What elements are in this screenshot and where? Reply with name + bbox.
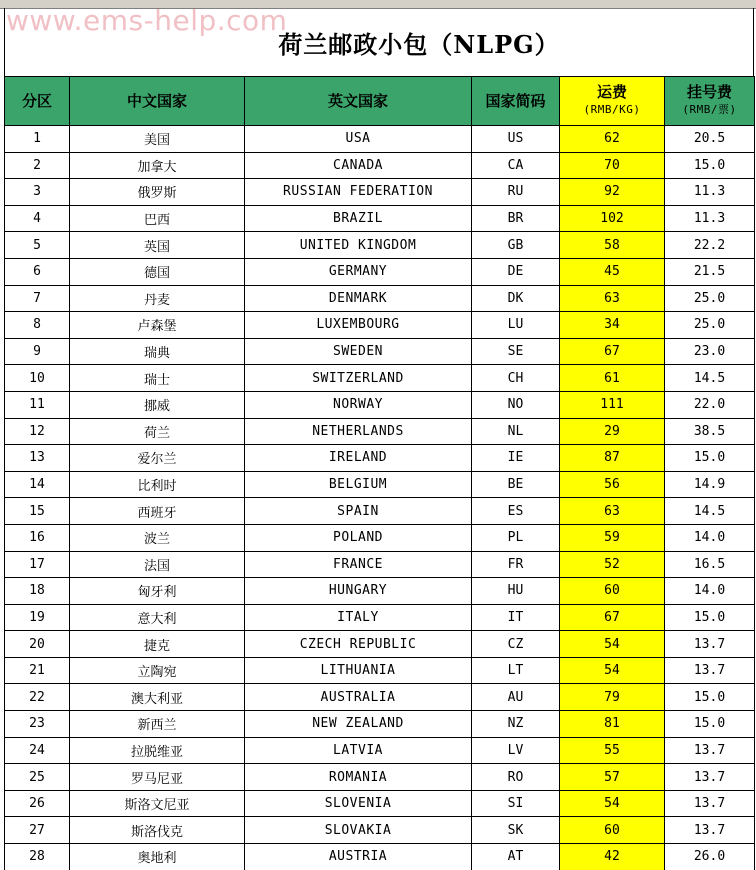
header-country-cn-label: 中文国家 <box>126 91 187 110</box>
country-en-cell[interactable]: BRAZIL <box>245 205 472 232</box>
country-en-cell[interactable]: POLAND <box>245 524 472 551</box>
zone-cell[interactable]: 4 <box>5 205 70 232</box>
country-cn-cell[interactable]: 匈牙利 <box>70 578 245 605</box>
fee-cell[interactable]: 111 <box>560 391 665 418</box>
zone-cell[interactable]: 25 <box>5 764 70 791</box>
fee-cell[interactable]: 60 <box>560 817 665 844</box>
fee-cell[interactable]: 67 <box>560 604 665 631</box>
zone-cell[interactable]: 11 <box>5 391 70 418</box>
fee-cell[interactable]: 52 <box>560 551 665 578</box>
header-fee[interactable] <box>560 77 665 126</box>
country-cn-cell[interactable]: 斯洛伐克 <box>70 817 245 844</box>
watermark: www.ems-help.com <box>6 4 288 37</box>
zone-cell[interactable]: 8 <box>5 312 70 339</box>
reg-cell[interactable]: 13.7 <box>665 657 755 684</box>
code-cell[interactable]: BR <box>472 205 560 232</box>
header-reg-unit: (RMB/票) <box>682 103 737 116</box>
header-country-en-label: 英文国家 <box>327 91 388 110</box>
table-row <box>5 578 755 605</box>
rate-table <box>4 76 755 870</box>
fee-cell[interactable]: 54 <box>560 657 665 684</box>
country-en-cell[interactable]: USA <box>245 126 472 153</box>
code-cell[interactable]: LV <box>472 737 560 764</box>
reg-cell[interactable]: 22.0 <box>665 391 755 418</box>
country-en-cell[interactable]: ITALY <box>245 604 472 631</box>
fee-cell[interactable]: 67 <box>560 338 665 365</box>
reg-cell[interactable]: 38.5 <box>665 418 755 445</box>
fee-cell[interactable]: 55 <box>560 737 665 764</box>
reg-cell[interactable]: 25.0 <box>665 285 755 312</box>
country-en-cell[interactable]: NEW ZEALAND <box>245 711 472 738</box>
country-en-cell[interactable]: FRANCE <box>245 551 472 578</box>
reg-cell[interactable]: 15.0 <box>665 152 755 179</box>
code-cell[interactable]: GB <box>472 232 560 259</box>
country-cn-cell[interactable]: 罗马尼亚 <box>70 764 245 791</box>
header-row <box>5 77 755 126</box>
reg-cell[interactable]: 13.7 <box>665 631 755 658</box>
table-row <box>5 445 755 472</box>
fee-cell[interactable]: 54 <box>560 790 665 817</box>
table-row <box>5 684 755 711</box>
country-cn-cell[interactable]: 卢森堡 <box>70 312 245 339</box>
fee-cell[interactable]: 42 <box>560 844 665 870</box>
header-reg[interactable] <box>665 77 755 126</box>
table-row <box>5 365 755 392</box>
country-en-cell[interactable]: SWITZERLAND <box>245 365 472 392</box>
country-cn-cell[interactable]: 英国 <box>70 232 245 259</box>
country-cn-cell[interactable]: 波兰 <box>70 524 245 551</box>
code-cell[interactable]: PL <box>472 524 560 551</box>
title-row[interactable] <box>4 8 754 76</box>
country-en-cell[interactable]: GERMANY <box>245 258 472 285</box>
country-cn-cell[interactable]: 挪威 <box>70 391 245 418</box>
reg-cell[interactable]: 13.7 <box>665 737 755 764</box>
fee-cell[interactable]: 62 <box>560 126 665 153</box>
table-row <box>5 232 755 259</box>
fee-cell[interactable]: 102 <box>560 205 665 232</box>
country-en-cell[interactable]: NORWAY <box>245 391 472 418</box>
reg-cell[interactable]: 15.0 <box>665 711 755 738</box>
country-cn-cell[interactable]: 丹麦 <box>70 285 245 312</box>
zone-cell[interactable]: 20 <box>5 631 70 658</box>
country-cn-cell[interactable]: 奥地利 <box>70 844 245 870</box>
country-en-cell[interactable]: DENMARK <box>245 285 472 312</box>
code-cell[interactable]: ES <box>472 498 560 525</box>
code-cell[interactable]: CA <box>472 152 560 179</box>
zone-cell[interactable]: 1 <box>5 126 70 153</box>
table-row <box>5 126 755 153</box>
fee-cell[interactable]: 61 <box>560 365 665 392</box>
reg-cell[interactable]: 11.3 <box>665 179 755 206</box>
table-row <box>5 312 755 339</box>
reg-cell[interactable]: 25.0 <box>665 312 755 339</box>
country-cn-cell[interactable]: 爱尔兰 <box>70 445 245 472</box>
zone-cell[interactable]: 15 <box>5 498 70 525</box>
table-row <box>5 551 755 578</box>
country-cn-cell[interactable]: 巴西 <box>70 205 245 232</box>
reg-cell[interactable]: 15.0 <box>665 684 755 711</box>
header-code-label: 国家简码 <box>485 91 546 110</box>
table-row <box>5 418 755 445</box>
reg-cell[interactable]: 13.7 <box>665 817 755 844</box>
country-en-cell[interactable]: IRELAND <box>245 445 472 472</box>
table-row <box>5 737 755 764</box>
reg-cell[interactable]: 14.9 <box>665 471 755 498</box>
table-row <box>5 604 755 631</box>
fee-cell[interactable]: 34 <box>560 312 665 339</box>
fee-cell[interactable]: 70 <box>560 152 665 179</box>
country-cn-cell[interactable]: 拉脱维亚 <box>70 737 245 764</box>
zone-cell[interactable]: 21 <box>5 657 70 684</box>
country-en-cell[interactable]: CANADA <box>245 152 472 179</box>
fee-cell[interactable]: 45 <box>560 258 665 285</box>
zone-cell[interactable]: 17 <box>5 551 70 578</box>
table-row <box>5 844 755 870</box>
country-en-cell[interactable]: LATVIA <box>245 737 472 764</box>
code-cell[interactable]: BE <box>472 471 560 498</box>
table-row <box>5 631 755 658</box>
country-en-cell[interactable]: BELGIUM <box>245 471 472 498</box>
code-cell[interactable]: NO <box>472 391 560 418</box>
reg-cell[interactable]: 16.5 <box>665 551 755 578</box>
fee-cell[interactable]: 54 <box>560 631 665 658</box>
country-cn-cell[interactable]: 加拿大 <box>70 152 245 179</box>
code-cell[interactable]: AU <box>472 684 560 711</box>
table-row <box>5 764 755 791</box>
reg-cell[interactable]: 23.0 <box>665 338 755 365</box>
fee-cell[interactable]: 81 <box>560 711 665 738</box>
table-row <box>5 205 755 232</box>
table-body <box>5 126 755 870</box>
zone-cell[interactable]: 6 <box>5 258 70 285</box>
country-en-cell[interactable]: ROMANIA <box>245 764 472 791</box>
code-cell[interactable]: AT <box>472 844 560 870</box>
country-cn-cell[interactable]: 美国 <box>70 126 245 153</box>
reg-cell[interactable]: 14.5 <box>665 498 755 525</box>
table-row <box>5 524 755 551</box>
table-row <box>5 790 755 817</box>
reg-cell[interactable]: 22.2 <box>665 232 755 259</box>
zone-cell[interactable]: 23 <box>5 711 70 738</box>
country-cn-cell[interactable]: 俄罗斯 <box>70 179 245 206</box>
country-cn-cell[interactable]: 瑞士 <box>70 365 245 392</box>
country-en-cell[interactable]: NETHERLANDS <box>245 418 472 445</box>
country-cn-cell[interactable]: 捷克 <box>70 631 245 658</box>
zone-cell[interactable]: 9 <box>5 338 70 365</box>
code-cell[interactable]: NL <box>472 418 560 445</box>
header-reg-label: 挂号费 <box>686 83 732 101</box>
code-cell[interactable]: DK <box>472 285 560 312</box>
reg-cell[interactable]: 15.0 <box>665 604 755 631</box>
code-cell[interactable]: NZ <box>472 711 560 738</box>
country-en-cell[interactable]: RUSSIAN FEDERATION <box>245 179 472 206</box>
table-row <box>5 498 755 525</box>
zone-cell[interactable]: 3 <box>5 179 70 206</box>
zone-cell[interactable]: 28 <box>5 844 70 870</box>
fee-cell[interactable]: 92 <box>560 179 665 206</box>
reg-cell[interactable]: 14.0 <box>665 524 755 551</box>
header-code[interactable] <box>472 77 560 126</box>
table-row <box>5 657 755 684</box>
table-row <box>5 817 755 844</box>
header-zone-label: 分区 <box>21 91 52 110</box>
country-cn-cell[interactable]: 法国 <box>70 551 245 578</box>
reg-cell[interactable]: 11.3 <box>665 205 755 232</box>
reg-cell[interactable]: 20.5 <box>665 126 755 153</box>
country-cn-cell[interactable]: 西班牙 <box>70 498 245 525</box>
country-cn-cell[interactable]: 意大利 <box>70 604 245 631</box>
zone-cell[interactable]: 27 <box>5 817 70 844</box>
country-cn-cell[interactable]: 瑞典 <box>70 338 245 365</box>
table-row <box>5 471 755 498</box>
code-cell[interactable]: SE <box>472 338 560 365</box>
fee-cell[interactable]: 58 <box>560 232 665 259</box>
fee-cell[interactable]: 63 <box>560 498 665 525</box>
country-cn-cell[interactable]: 德国 <box>70 258 245 285</box>
country-en-cell[interactable]: LITHUANIA <box>245 657 472 684</box>
country-en-cell[interactable]: SWEDEN <box>245 338 472 365</box>
header-fee-label: 运费 <box>596 83 627 101</box>
reg-cell[interactable]: 14.5 <box>665 365 755 392</box>
code-cell[interactable]: RO <box>472 764 560 791</box>
table-row <box>5 391 755 418</box>
fee-cell[interactable]: 63 <box>560 285 665 312</box>
code-cell[interactable]: SI <box>472 790 560 817</box>
country-cn-cell[interactable]: 澳大利亚 <box>70 684 245 711</box>
zone-cell[interactable]: 26 <box>5 790 70 817</box>
zone-cell[interactable]: 10 <box>5 365 70 392</box>
table-row <box>5 152 755 179</box>
zone-cell[interactable]: 14 <box>5 471 70 498</box>
zone-cell[interactable]: 7 <box>5 285 70 312</box>
code-cell[interactable]: SK <box>472 817 560 844</box>
header-country-cn[interactable] <box>70 77 245 126</box>
header-fee-unit: (RMB/KG) <box>583 103 641 116</box>
zone-cell[interactable]: 16 <box>5 524 70 551</box>
header-country-en[interactable] <box>245 77 472 126</box>
zone-cell[interactable]: 12 <box>5 418 70 445</box>
code-cell[interactable]: US <box>472 126 560 153</box>
code-cell[interactable]: CH <box>472 365 560 392</box>
zone-cell[interactable]: 13 <box>5 445 70 472</box>
fee-cell[interactable]: 57 <box>560 764 665 791</box>
country-cn-cell[interactable]: 比利时 <box>70 471 245 498</box>
code-cell[interactable]: HU <box>472 578 560 605</box>
country-en-cell[interactable]: SPAIN <box>245 498 472 525</box>
code-cell[interactable]: IE <box>472 445 560 472</box>
fee-cell[interactable]: 87 <box>560 445 665 472</box>
fee-cell[interactable]: 60 <box>560 578 665 605</box>
country-en-cell[interactable]: HUNGARY <box>245 578 472 605</box>
country-en-cell[interactable]: LUXEMBOURG <box>245 312 472 339</box>
zone-cell[interactable]: 22 <box>5 684 70 711</box>
table-row <box>5 338 755 365</box>
table-row <box>5 711 755 738</box>
code-cell[interactable]: IT <box>472 604 560 631</box>
page-title: 荷兰邮政小包（NLPG） <box>278 29 560 59</box>
country-en-cell[interactable]: AUSTRALIA <box>245 684 472 711</box>
country-en-cell[interactable]: UNITED KINGDOM <box>245 232 472 259</box>
reg-cell[interactable]: 26.0 <box>665 844 755 870</box>
reg-cell[interactable]: 14.0 <box>665 578 755 605</box>
country-en-cell[interactable]: AUSTRIA <box>245 844 472 870</box>
header-zone[interactable] <box>5 77 70 126</box>
reg-cell[interactable]: 21.5 <box>665 258 755 285</box>
code-cell[interactable]: DE <box>472 258 560 285</box>
zone-cell[interactable]: 2 <box>5 152 70 179</box>
zone-cell[interactable]: 5 <box>5 232 70 259</box>
country-en-cell[interactable]: CZECH REPUBLIC <box>245 631 472 658</box>
country-cn-cell[interactable]: 斯洛文尼亚 <box>70 790 245 817</box>
fee-cell[interactable]: 56 <box>560 471 665 498</box>
table-row <box>5 285 755 312</box>
country-en-cell[interactable]: SLOVAKIA <box>245 817 472 844</box>
zone-cell[interactable]: 18 <box>5 578 70 605</box>
country-cn-cell[interactable]: 新西兰 <box>70 711 245 738</box>
fee-cell[interactable]: 59 <box>560 524 665 551</box>
country-cn-cell[interactable]: 立陶宛 <box>70 657 245 684</box>
table-row <box>5 258 755 285</box>
country-cn-cell[interactable]: 荷兰 <box>70 418 245 445</box>
reg-cell[interactable]: 13.7 <box>665 764 755 791</box>
table-row <box>5 179 755 206</box>
code-cell[interactable]: FR <box>472 551 560 578</box>
zone-cell[interactable]: 24 <box>5 737 70 764</box>
reg-cell[interactable]: 13.7 <box>665 790 755 817</box>
fee-cell[interactable]: 79 <box>560 684 665 711</box>
reg-cell[interactable]: 15.0 <box>665 445 755 472</box>
code-cell[interactable]: RU <box>472 179 560 206</box>
fee-cell[interactable]: 29 <box>560 418 665 445</box>
code-cell[interactable]: CZ <box>472 631 560 658</box>
zone-cell[interactable]: 19 <box>5 604 70 631</box>
code-cell[interactable]: LU <box>472 312 560 339</box>
country-en-cell[interactable]: SLOVENIA <box>245 790 472 817</box>
code-cell[interactable]: LT <box>472 657 560 684</box>
